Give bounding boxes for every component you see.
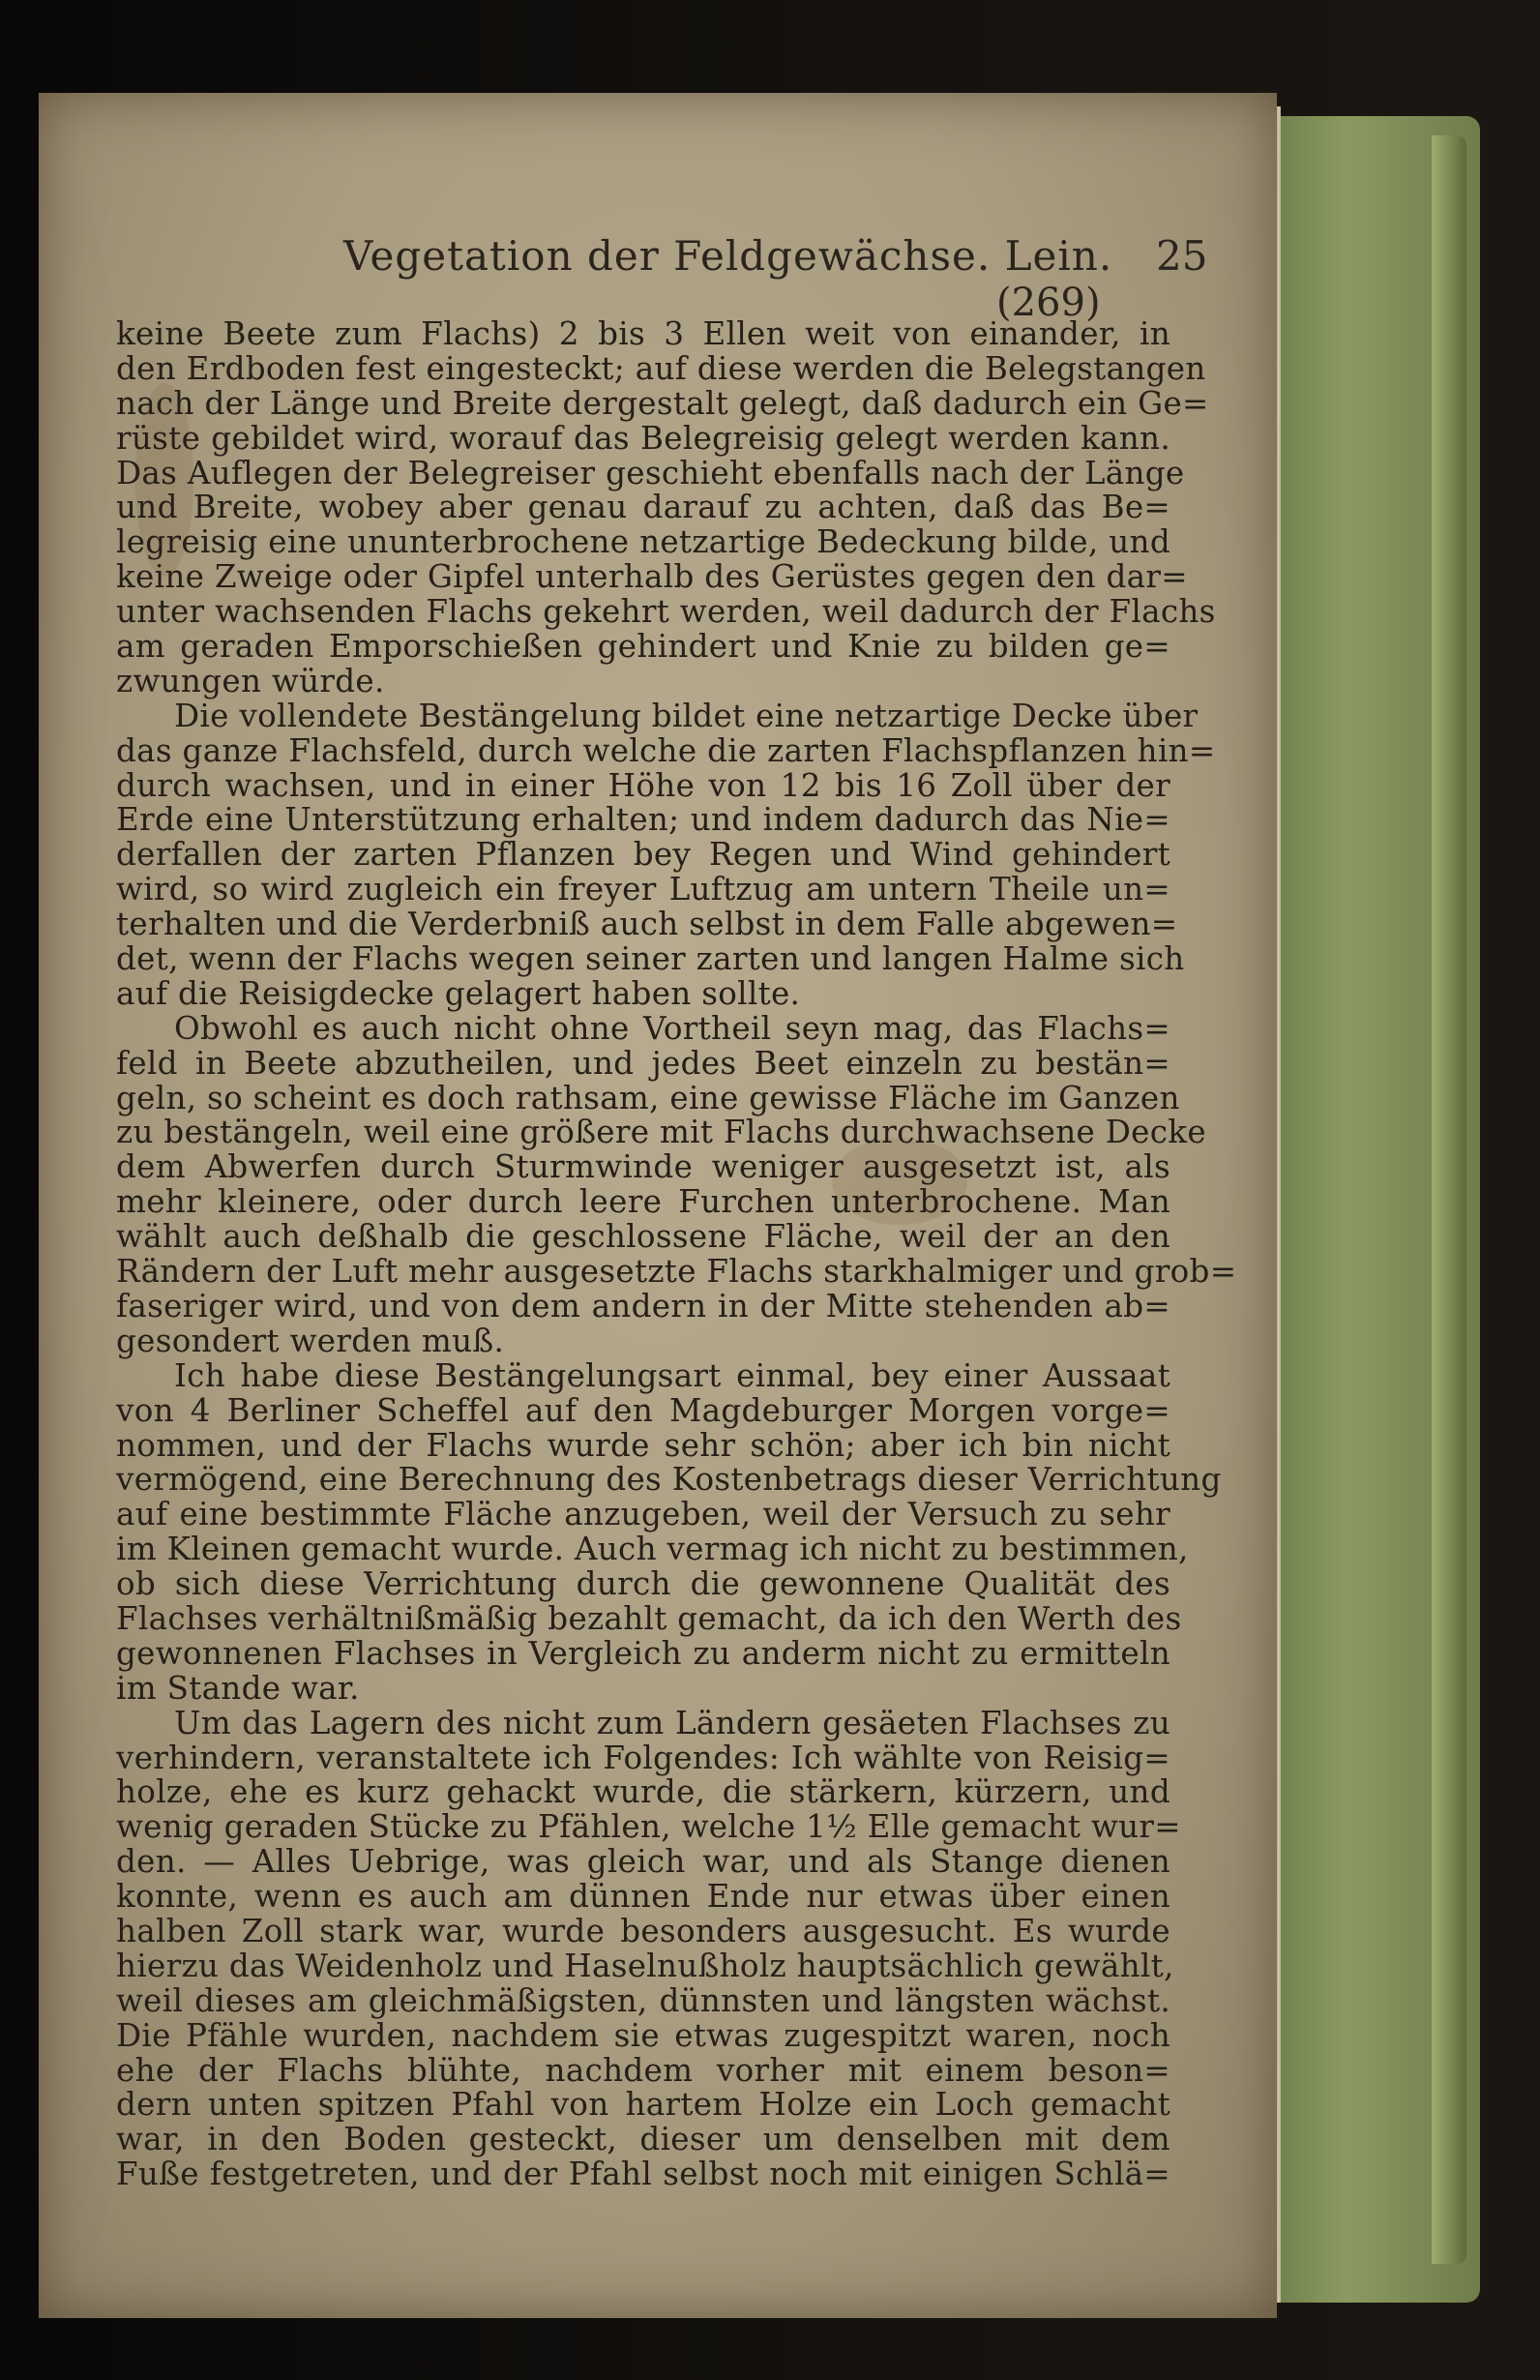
text-line: Die vollendete Bestängelung bildet eine netzartige Decke über (174, 697, 1199, 734)
text-line: von 4 Berliner Scheffel auf den Magdeburger Morgen vorge= (116, 1391, 1170, 1429)
text-line: verhindern, veranstaltete ich Folgendes: Ich wählte von Reisig= (116, 1739, 1170, 1776)
text-line: zwungen würde. (116, 662, 385, 699)
text-line: halben Zoll stark war, wurde besonders ausgesucht. Es wurde (116, 1912, 1170, 1949)
text-line: Obwohl es auch nicht ohne Vortheil seyn mag, das Flachs= (174, 1009, 1170, 1047)
text-line: wählt auch deßhalb die geschlossene Fläche, weil der an den (116, 1218, 1170, 1256)
running-head: Vegetation der Feldgewächse. Lein. (343, 232, 1113, 280)
text-line: Die Pfähle wurden, nachdem sie etwas zugespitzt waren, noch (116, 2016, 1170, 2054)
text-line: gesondert werden muß. (116, 1322, 505, 1359)
text-line: am geraden Emporschießen gehindert und Knie zu bilden ge= (116, 628, 1170, 666)
text-line: dern unten spitzen Pfahl von hartem Holze ein Loch gemacht (116, 2086, 1170, 2124)
text-line: holze, ehe es kurz gehackt wurde, die stärkern, kürzern, und (116, 1773, 1170, 1811)
text-line: Das Auflegen der Belegreiser geschieht ebenfalls nach der Länge (116, 454, 1185, 491)
text-line: Erde eine Unterstützung erhalten; und indem dadurch das Nie= (116, 801, 1170, 839)
text-line: den Erdboden fest eingesteckt; auf diese werden die Belegstangen (116, 349, 1206, 387)
text-line: auf eine bestimmte Fläche anzugeben, weil der Versuch zu sehr (116, 1496, 1170, 1533)
text-line: faseriger wird, und von dem andern in der Mitte stehenden ab= (116, 1287, 1170, 1324)
text-line: terhalten und die Verderbniß auch selbst in dem Falle abgewen= (116, 906, 1178, 943)
text-line: zu bestängeln, weil eine größere mit Flachs durchwachsene Decke (116, 1114, 1206, 1151)
text-line: den. — Alles Uebrige, was gleich war, und als Stange dienen (116, 1843, 1170, 1881)
text-line: ob sich diese Verrichtung durch die gewonnene Qualität des (116, 1565, 1170, 1603)
text-line: im Stande war. (116, 1669, 360, 1707)
cover-edge (1432, 135, 1466, 2264)
text-line: durch wachsen, und in einer Höhe von 12 bis 16 Zoll über der (116, 766, 1170, 804)
text-line: war, in den Boden gesteckt, dieser um denselben mit dem (116, 2121, 1170, 2158)
text-line: nommen, und der Flachs wurde sehr schön; aber ich bin nicht (116, 1426, 1170, 1464)
text-line: Fuße festgetreten, und der Pfahl selbst noch mit einigen Schlä= (116, 2156, 1170, 2193)
text-line: keine Beete zum Flachs) 2 bis 3 Ellen weit von einander, in (116, 315, 1170, 352)
body-text (116, 315, 1237, 2193)
text-line: das ganze Flachsfeld, durch welche die zarten Flachspflanzen hin= (116, 731, 1216, 769)
section-number: (269) (996, 281, 1101, 325)
text-line: wird, so wird zugleich ein freyer Luftzug am untern Theile un= (116, 871, 1170, 908)
text-line: vermögend, eine Berechnung des Kostenbetrags dieser Verrichtung (116, 1461, 1222, 1499)
text-line: det, wenn der Flachs wegen seiner zarten und langen Halme sich (116, 940, 1185, 978)
text-line: mehr kleinere, oder durch leere Furchen unterbrochene. Man (116, 1183, 1170, 1221)
text-line: und Breite, wobey aber genau darauf zu achten, daß das Be= (116, 489, 1170, 526)
text-line: konnte, wenn es auch am dünnen Ende nur etwas über einen (116, 1878, 1170, 1916)
text-line: weil dieses am gleichmäßigsten, dünnsten und längsten wächst. (116, 1981, 1170, 2019)
text-line: ehe der Flachs blühte, nachdem vorher mit einem beson= (116, 2051, 1170, 2089)
text-line: geln, so scheint es doch rathsam, eine gewisse Fläche im Ganzen (116, 1079, 1180, 1116)
text-line: Ich habe diese Bestängelungsart einmal, bey einer Aussaat (174, 1356, 1170, 1394)
text-line: nach der Länge und Breite dergestalt gelegt, daß dadurch ein Ge= (116, 384, 1209, 422)
page-number: 25 (1156, 232, 1208, 280)
text-line: Um das Lagern des nicht zum Ländern gesäeten Flachses zu (174, 1704, 1170, 1741)
text-line: dem Abwerfen durch Sturmwinde weniger ausgesetzt ist, als (116, 1148, 1170, 1186)
text-line: wenig geraden Stücke zu Pfählen, welche 1½ Elle gemacht wur= (116, 1808, 1181, 1846)
text-line: keine Zweige oder Gipfel unterhalb des Gerüstes gegen den dar= (116, 558, 1188, 596)
text-line: Flachses verhältnißmäßig bezahlt gemacht, da ich den Werth des (116, 1599, 1182, 1637)
text-line: hierzu das Weidenholz und Haselnußholz hauptsächlich gewählt, (116, 1947, 1174, 1984)
text-line: unter wachsenden Flachs gekehrt werden, weil dadurch der Flachs (116, 593, 1216, 631)
text-line: feld in Beete abzutheilen, und jedes Beet einzeln zu bestän= (116, 1044, 1170, 1082)
text-line: Rändern der Luft mehr ausgesetzte Flachs starkhalmiger und grob= (116, 1253, 1237, 1291)
text-line: gewonnenen Flachses in Vergleich zu anderm nicht zu ermitteln (116, 1634, 1170, 1672)
text-line: derfallen der zarten Pflanzen bey Regen und Wind gehindert (116, 836, 1170, 874)
text-line: rüste gebildet wird, worauf das Belegreisig gelegt werden kann. (116, 419, 1170, 457)
text-line: im Kleinen gemacht wurde. Auch vermag ich nicht zu bestimmen, (116, 1531, 1189, 1568)
text-line: auf die Reisigdecke gelagert haben sollte. (116, 974, 801, 1012)
text-line: legreisig eine ununterbrochene netzartige Bedeckung bilde, und (116, 523, 1170, 561)
